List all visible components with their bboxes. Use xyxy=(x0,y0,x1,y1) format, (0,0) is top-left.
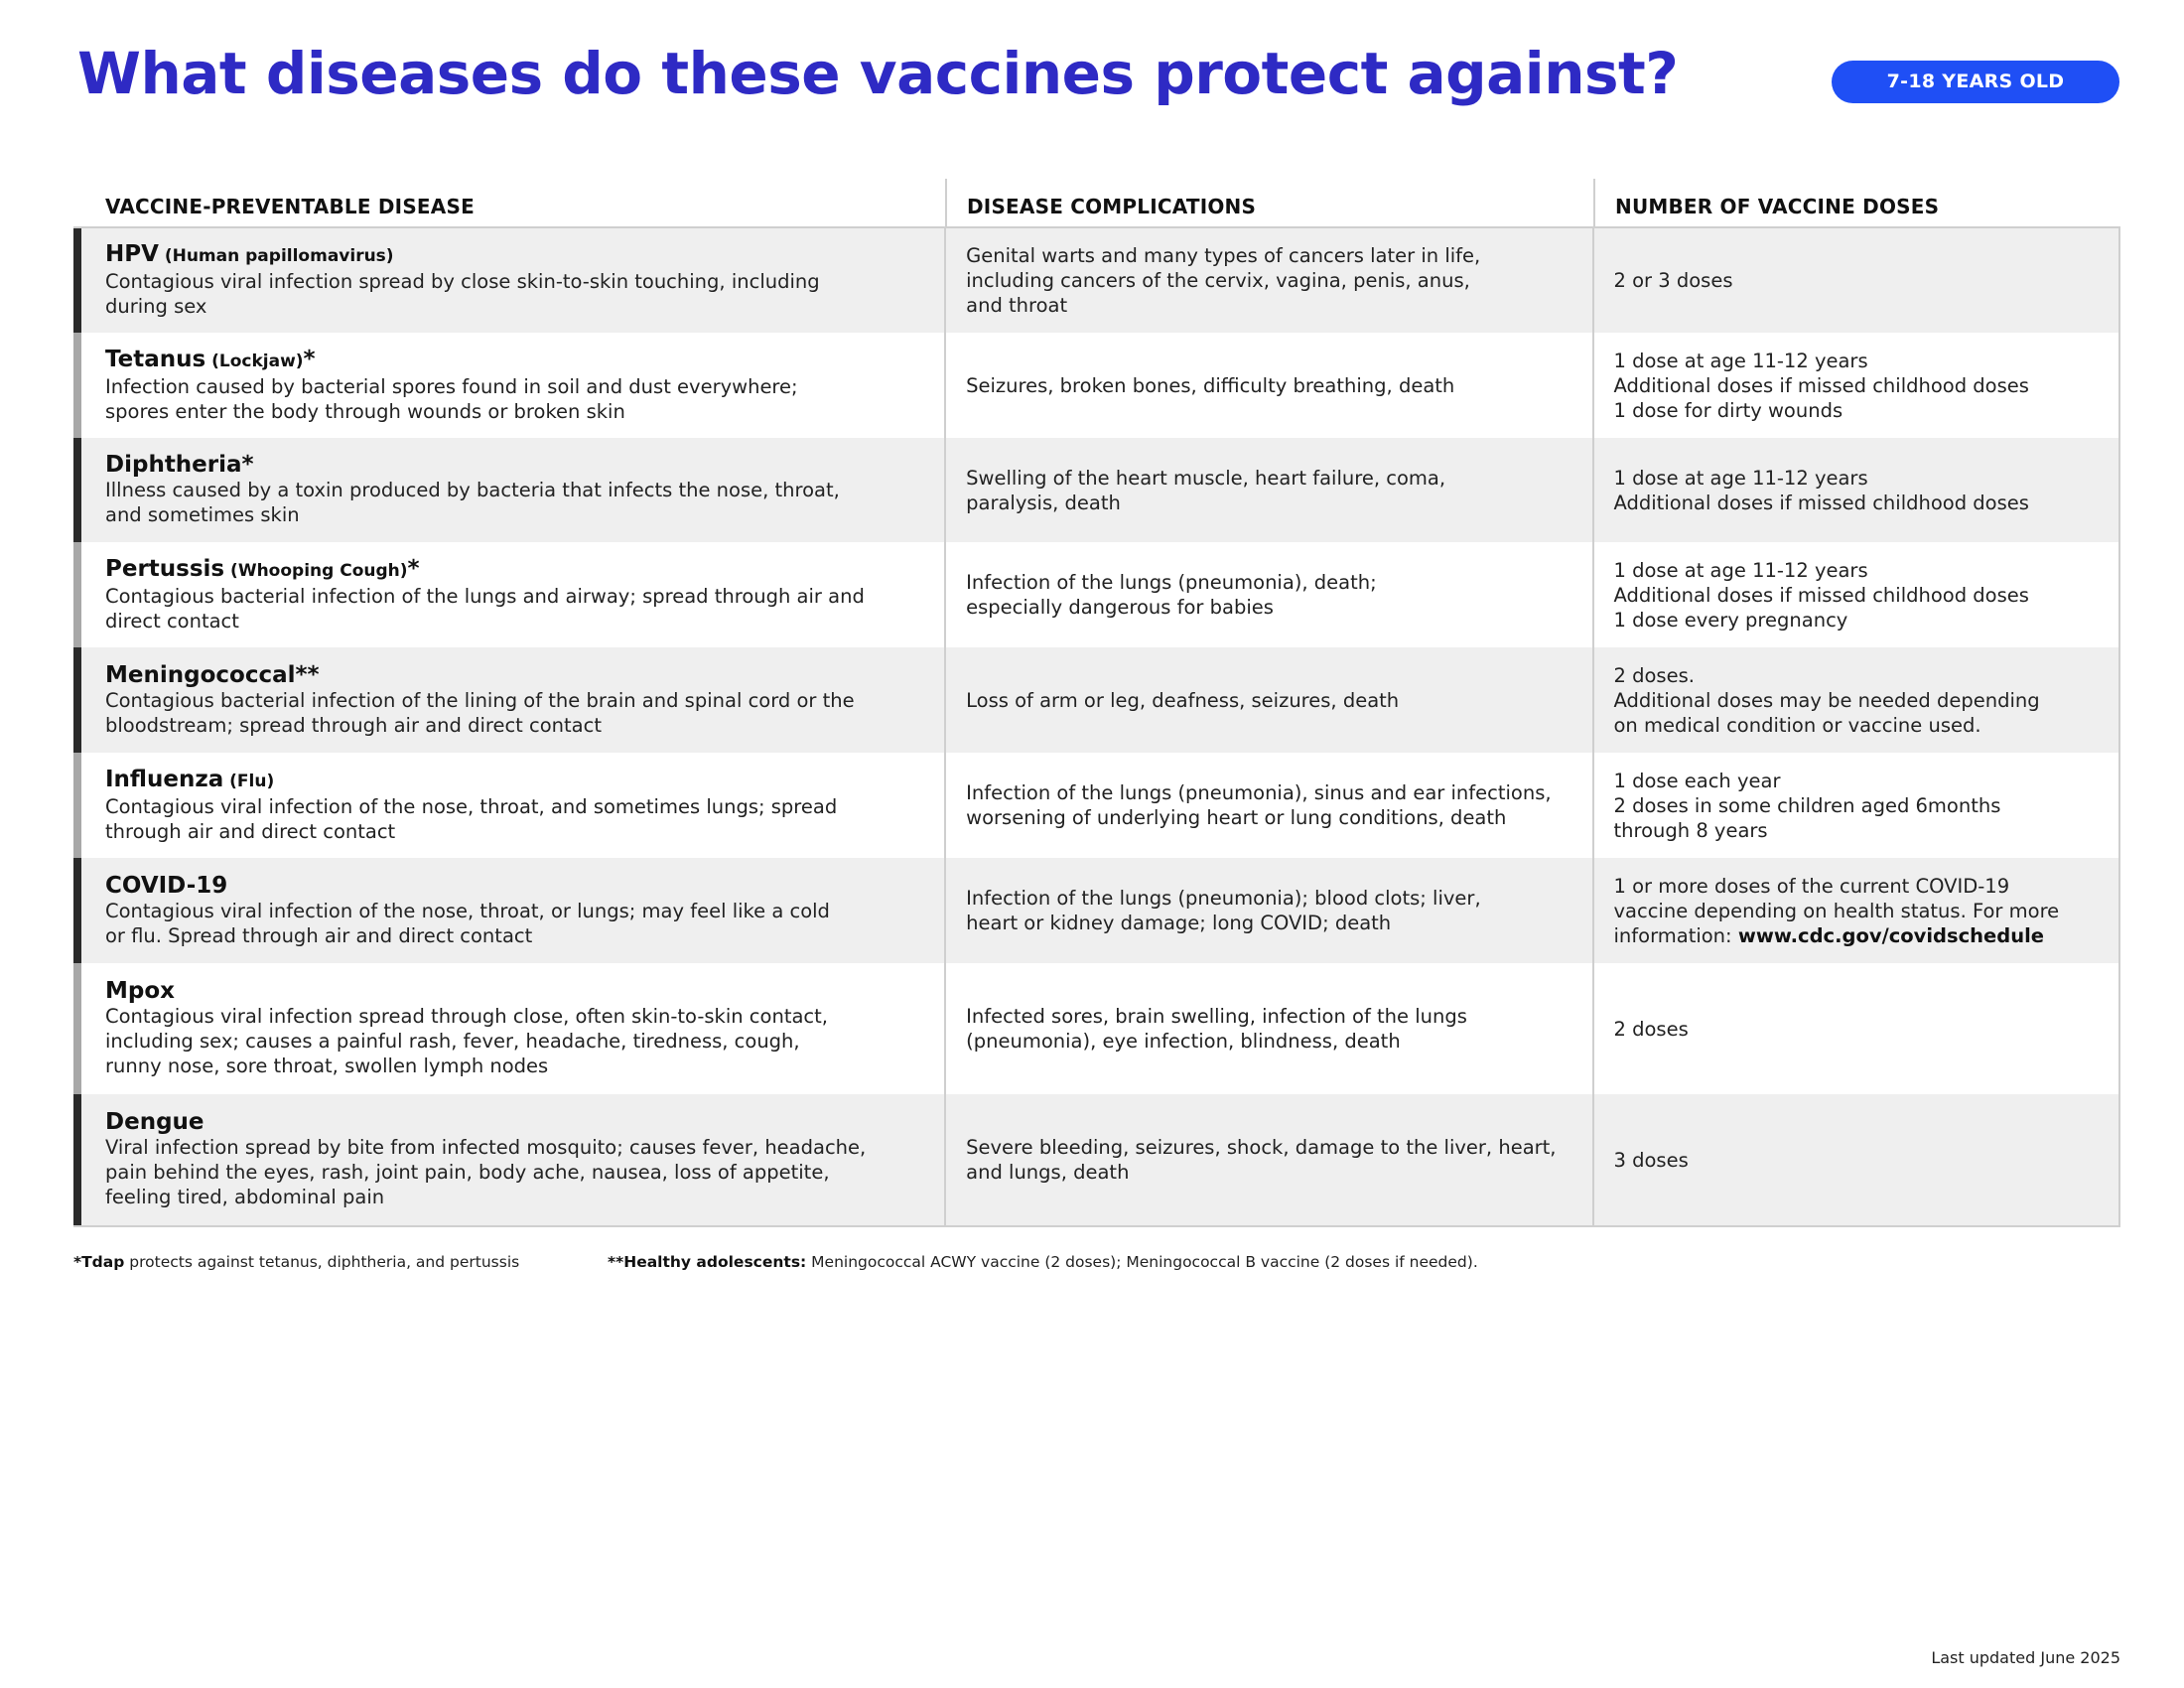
disease-name: Diphtheria xyxy=(105,452,242,478)
disease-heading xyxy=(105,663,930,688)
doses-cell xyxy=(1592,1094,2118,1225)
complications-cell xyxy=(944,333,1591,438)
disease-heading xyxy=(105,1110,930,1135)
doses-text: 1 dose for dirty wounds xyxy=(1613,398,1843,422)
footnote-tdap xyxy=(73,1253,519,1271)
table-row xyxy=(73,753,2118,858)
doses-text: 2 doses xyxy=(1613,1017,1689,1041)
complications-text: (pneumonia), eye infection, blindness, death xyxy=(966,1030,1401,1053)
complications-text: Severe bleeding, seizures, shock, damage to the liver, heart, xyxy=(966,1136,1557,1159)
footnote-tdap-text: protects against tetanus, diphtheria, and pertussis xyxy=(124,1253,520,1271)
doses-cell xyxy=(1592,753,2118,858)
doses-text: 3 doses xyxy=(1613,1148,1689,1172)
disease-description: runny nose, sore throat, swollen lymph nodes xyxy=(105,1055,549,1077)
complications-cell xyxy=(944,753,1591,858)
footnote-marker: * xyxy=(241,452,254,478)
complications-cell xyxy=(944,1094,1591,1225)
doses-text: Additional doses may be needed depending xyxy=(1613,688,2040,712)
footnote-tdap-bold: Tdap xyxy=(81,1253,125,1271)
complications-cell xyxy=(944,542,1591,647)
disease-description: Contagious viral infection spread by close skin-to-skin touching, including xyxy=(105,270,820,293)
disease-description: direct contact xyxy=(105,609,239,633)
doses-cell xyxy=(1592,228,2118,333)
last-updated: Last updated June 2025 xyxy=(1931,1648,2120,1667)
footnote-meningococcal xyxy=(608,1253,1478,1271)
footnote-meningococcal-bold: Healthy adolescents: xyxy=(623,1253,807,1271)
disease-cell xyxy=(73,438,944,542)
disease-description: pain behind the eyes, rash, joint pain, body ache, nausea, loss of appetite, xyxy=(105,1161,830,1184)
complications-text: Swelling of the heart muscle, heart failure, coma, xyxy=(966,466,1446,490)
complications-text: Infection of the lungs (pneumonia), death; xyxy=(966,571,1377,594)
complications-text: Seizures, broken bones, difficulty breathing, death xyxy=(966,373,1455,397)
complications-cell xyxy=(944,647,1591,753)
table-row xyxy=(73,542,2118,647)
complications-text: Infection of the lungs (pneumonia), sinus and ear infections, xyxy=(966,781,1552,804)
doses-text: 1 dose at age 11-12 years xyxy=(1613,466,1868,490)
complications-cell xyxy=(944,963,1591,1094)
disease-description: including sex; causes a painful rash, fever, headache, tiredness, cough, xyxy=(105,1030,800,1053)
doses-text: 1 dose at age 11-12 years xyxy=(1613,558,1868,582)
disease-heading xyxy=(105,874,930,899)
disease-alias: (Whooping Cough) xyxy=(224,560,408,581)
complications-text: and throat xyxy=(966,294,1068,317)
disease-name: Tetanus xyxy=(105,346,206,372)
disease-cell xyxy=(73,858,944,963)
disease-cell xyxy=(73,228,944,333)
disease-description: Contagious viral infection spread through close, often skin-to-skin contact, xyxy=(105,1005,828,1028)
doses-text: 1 dose each year xyxy=(1613,769,1781,792)
vaccine-table xyxy=(73,179,2120,1227)
doses-text: 2 doses. xyxy=(1613,663,1695,687)
table-row xyxy=(73,1094,2118,1225)
disease-description: Contagious bacterial infection of the lining of the brain and spinal cord or the xyxy=(105,688,855,712)
disease-description: during sex xyxy=(105,295,207,318)
footnote-marker: ** xyxy=(295,661,320,688)
doses-cell xyxy=(1592,963,2118,1094)
disease-name: Influenza xyxy=(105,766,224,792)
complications-text: especially dangerous for babies xyxy=(966,596,1274,619)
disease-description: Contagious bacterial infection of the lungs and airway; spread through air and xyxy=(105,584,865,608)
disease-cell xyxy=(73,753,944,858)
disease-heading xyxy=(105,768,930,794)
disease-cell xyxy=(73,963,944,1094)
disease-cell xyxy=(73,647,944,753)
disease-description: Contagious viral infection of the nose, throat, and sometimes lungs; spread xyxy=(105,794,838,818)
age-range-badge: 7-18 YEARS OLD xyxy=(1832,61,2119,103)
footnote-marker: * xyxy=(303,346,316,372)
disease-heading xyxy=(105,348,930,374)
disease-name: HPV xyxy=(105,241,159,267)
disease-cell xyxy=(73,333,944,438)
doses-cell xyxy=(1592,333,2118,438)
doses-cell xyxy=(1592,438,2118,542)
doses-cell xyxy=(1592,542,2118,647)
table-row xyxy=(73,963,2118,1094)
complications-text: and lungs, death xyxy=(966,1161,1130,1184)
header-complications: DISEASE COMPLICATIONS xyxy=(945,179,1593,226)
disease-description: Infection caused by bacterial spores found in soil and dust everywhere; xyxy=(105,374,798,398)
disease-description: Contagious viral infection of the nose, throat, or lungs; may feel like a cold xyxy=(105,899,830,922)
doses-text: 1 or more doses of the current COVID-19 xyxy=(1613,874,2010,898)
doses-text: Additional doses if missed childhood doses xyxy=(1613,583,2029,607)
table-body xyxy=(73,228,2120,1227)
doses-text: Additional doses if missed childhood doses xyxy=(1613,373,2029,397)
disease-heading xyxy=(105,557,930,584)
doses-cell xyxy=(1592,647,2118,753)
table-row xyxy=(73,228,2118,333)
doses-cell xyxy=(1592,858,2118,963)
doses-text: through 8 years xyxy=(1613,818,1768,842)
doses-info-label: information: xyxy=(1613,923,1738,947)
disease-name: COVID-19 xyxy=(105,872,228,899)
disease-description: spores enter the body through wounds or broken skin xyxy=(105,399,625,423)
disease-heading xyxy=(105,242,930,269)
doses-text: 1 dose every pregnancy xyxy=(1613,608,1848,632)
disease-cell xyxy=(73,542,944,647)
complications-cell xyxy=(944,438,1591,542)
footnote-marker: * xyxy=(407,555,420,582)
page-title: What diseases do these vaccines protect against? xyxy=(77,40,1679,107)
doses-text: vaccine depending on health status. For more xyxy=(1613,899,2060,922)
disease-name: Meningococcal xyxy=(105,661,296,688)
doses-text: on medical condition or vaccine used. xyxy=(1613,713,1981,737)
table-row xyxy=(73,647,2118,753)
complications-text: Genital warts and many types of cancers later in life, xyxy=(966,244,1481,267)
complications-text: heart or kidney damage; long COVID; death xyxy=(966,912,1392,934)
table-header xyxy=(73,179,2120,228)
disease-name: Pertussis xyxy=(105,555,225,582)
disease-description: and sometimes skin xyxy=(105,503,300,526)
doses-text xyxy=(1614,923,2107,948)
complications-text: worsening of underlying heart or lung conditions, death xyxy=(966,806,1507,829)
disease-description: or flu. Spread through air and direct contact xyxy=(105,923,533,947)
table-row xyxy=(73,858,2118,963)
complications-text: Infection of the lungs (pneumonia); blood clots; liver, xyxy=(966,887,1481,910)
complications-cell xyxy=(944,228,1591,333)
disease-name: Mpox xyxy=(105,978,175,1004)
header-disease: VACCINE-PREVENTABLE DISEASE xyxy=(105,195,475,218)
disease-alias: (Flu) xyxy=(223,771,275,791)
disease-cell xyxy=(73,1094,944,1225)
complications-text: Loss of arm or leg, deafness, seizures, death xyxy=(966,688,1400,712)
disease-heading xyxy=(105,453,930,478)
disease-description: through air and direct contact xyxy=(105,819,396,843)
doses-text: 1 dose at age 11-12 years xyxy=(1613,349,1868,372)
complications-text: including cancers of the cervix, vagina, penis, anus, xyxy=(966,269,1470,292)
disease-description: Illness caused by a toxin produced by bacteria that infects the nose, throat, xyxy=(105,479,840,501)
doses-text: 2 or 3 doses xyxy=(1613,269,1733,292)
disease-name: Dengue xyxy=(105,1109,205,1135)
footnote-meningococcal-mark: ** xyxy=(608,1253,624,1271)
disease-alias: (Lockjaw) xyxy=(205,351,304,371)
doses-text: 2 doses in some children aged 6months xyxy=(1613,793,2001,817)
footnote-tdap-mark: * xyxy=(73,1253,82,1271)
table-row xyxy=(73,438,2118,542)
disease-description: feeling tired, abdominal pain xyxy=(105,1186,385,1208)
complications-text: paralysis, death xyxy=(966,491,1121,514)
disease-alias: (Human papillomavirus) xyxy=(158,246,394,266)
header-doses: NUMBER OF VACCINE DOSES xyxy=(1593,179,2120,226)
footnote-meningococcal-text: Meningococcal ACWY vaccine (2 doses); Meningococcal B vaccine (2 doses if needed). xyxy=(806,1253,1478,1271)
complications-text: Infected sores, brain swelling, infection of the lungs xyxy=(966,1005,1467,1028)
disease-heading xyxy=(105,979,930,1004)
covid-schedule-link[interactable]: www.cdc.gov/covidschedule xyxy=(1737,923,2045,947)
doses-text: Additional doses if missed childhood doses xyxy=(1613,491,2029,514)
disease-description: Viral infection spread by bite from infected mosquito; causes fever, headache, xyxy=(105,1136,867,1159)
table-row xyxy=(73,333,2118,438)
complications-cell xyxy=(944,858,1591,963)
disease-description: bloodstream; spread through air and direct contact xyxy=(105,713,602,737)
